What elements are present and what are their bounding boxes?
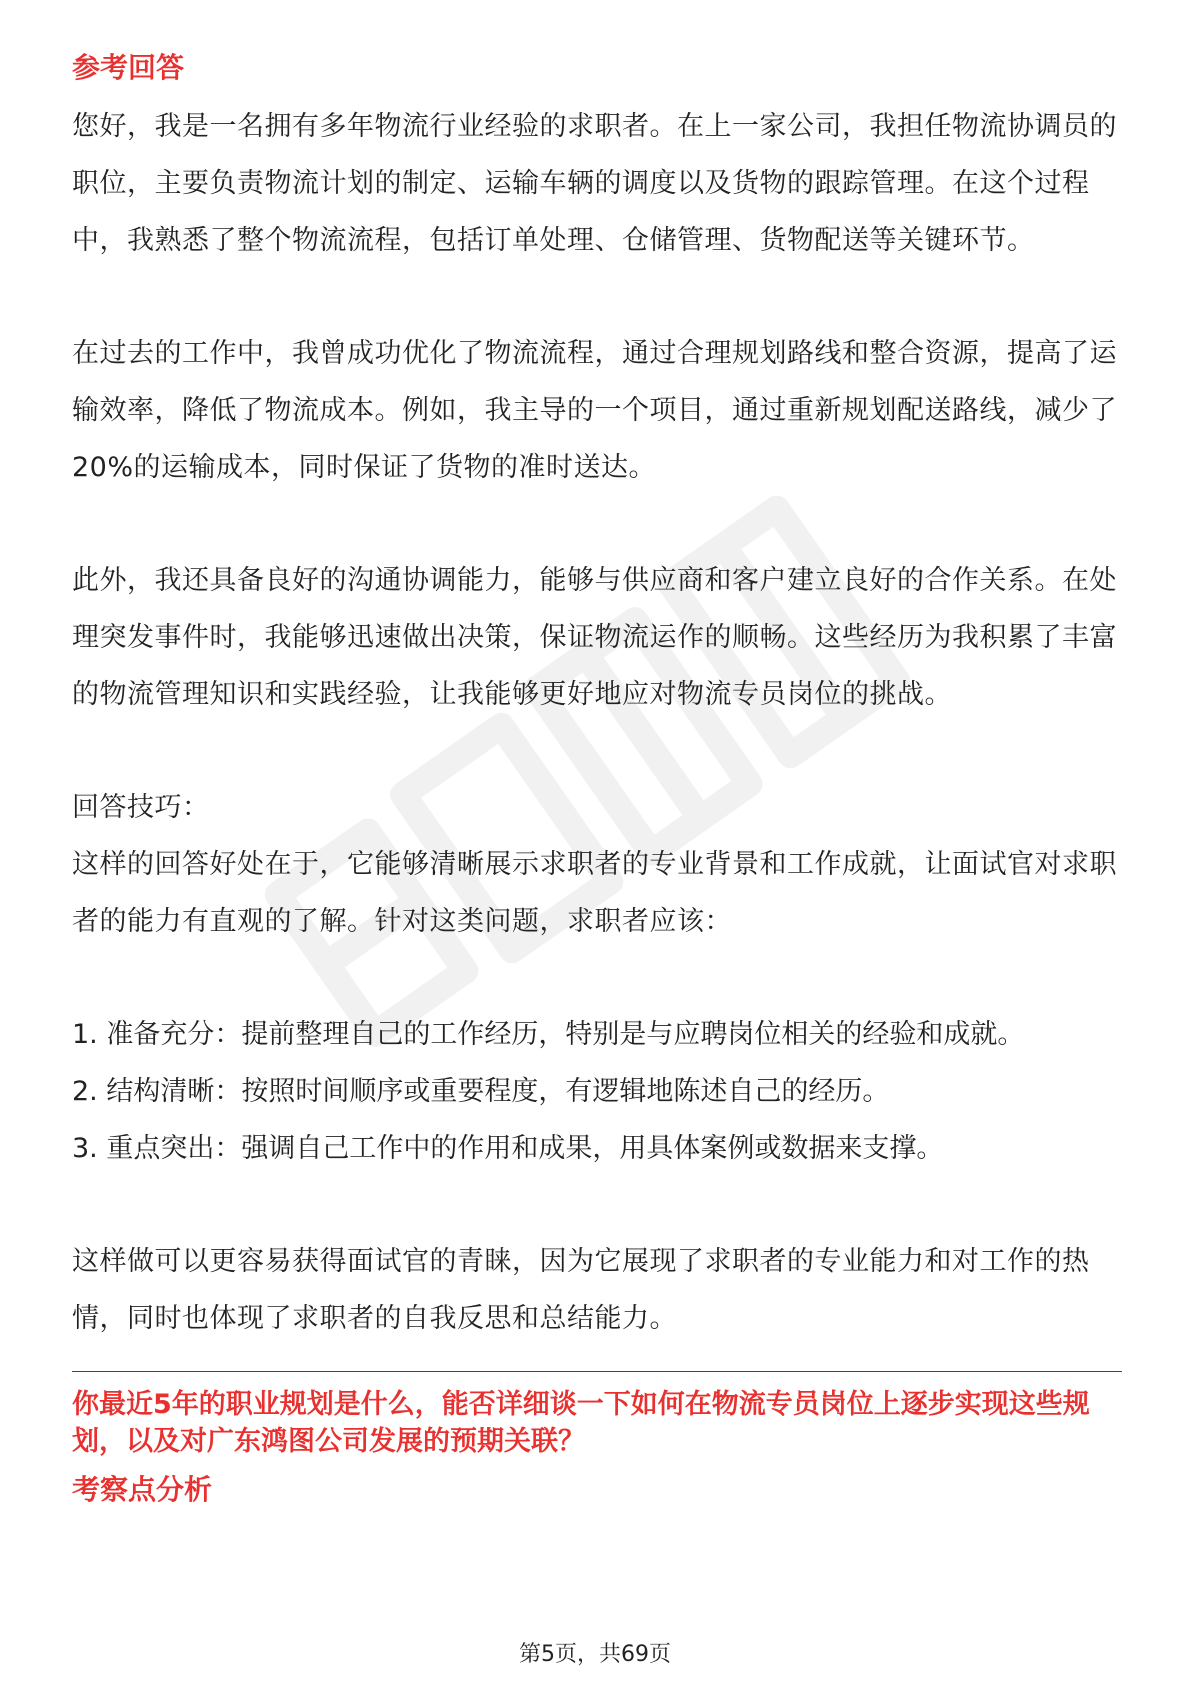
tips-list-item-3: 3. 重点突出：强调自己工作中的作用和成果，用具体案例或数据来支撑。 xyxy=(72,1133,944,1164)
tips-conclusion: 这样做可以更容易获得面试官的青睐，因为它展现了求职者的专业能力和对工作的热情，同时也体现了求职者的自我反思和总结能力。 xyxy=(72,1246,1090,1334)
section-divider xyxy=(72,1371,1122,1372)
tips-list-item-2: 2. 结构清晰：按照时间顺序或重要程度，有逻辑地陈述自己的经历。 xyxy=(72,1076,890,1107)
section-heading-analysis: 考察点分析 xyxy=(72,1473,213,1506)
document-page xyxy=(72,48,1122,1510)
page-footer: 第5页，共69页 xyxy=(519,1642,671,1667)
next-question: 你最近5年的职业规划是什么，能否详细谈一下如何在物流专员岗位上逐步实现这些规划，以及对广东鸿图公司发展的预期关联？ xyxy=(72,1389,1090,1457)
tips-list-item-1: 1. 准备充分：提前整理自己的工作经历，特别是与应聘岗位相关的经验和成就。 xyxy=(72,1019,1025,1050)
answer-paragraph-3: 此外，我还具备良好的沟通协调能力，能够与供应商和客户建立良好的合作关系。在处理突发事件时，我能够迅速做出决策，保证物流运作的顺畅。这些经历为我积累了丰富的物流管理知识和实践经验，让我能够更好地应对物流专员岗位的挑战。 xyxy=(72,565,1117,710)
answer-paragraph-2: 在过去的工作中，我曾成功优化了物流流程，通过合理规划路线和整合资源，提高了运输效率，降低了物流成本。例如，我主导的一个项目，通过重新规划配送路线，减少了20%的运输成本，同时保证了货物的准时送达。 xyxy=(72,338,1117,483)
section-heading-reference-answer: 参考回答 xyxy=(72,51,185,84)
tips-intro: 这样的回答好处在于，它能够清晰展示求职者的专业背景和工作成就，让面试官对求职者的能力有直观的了解。针对这类问题，求职者应该： xyxy=(72,849,1117,937)
answer-paragraph-1: 您好，我是一名拥有多年物流行业经验的求职者。在上一家公司，我担任物流协调员的职位，主要负责物流计划的制定、运输车辆的调度以及货物的跟踪管理。在这个过程中，我熟悉了整个物流流程，包括订单处理、仓储管理、货物配送等关键环节。 xyxy=(72,111,1117,256)
tips-label: 回答技巧： xyxy=(72,792,210,823)
